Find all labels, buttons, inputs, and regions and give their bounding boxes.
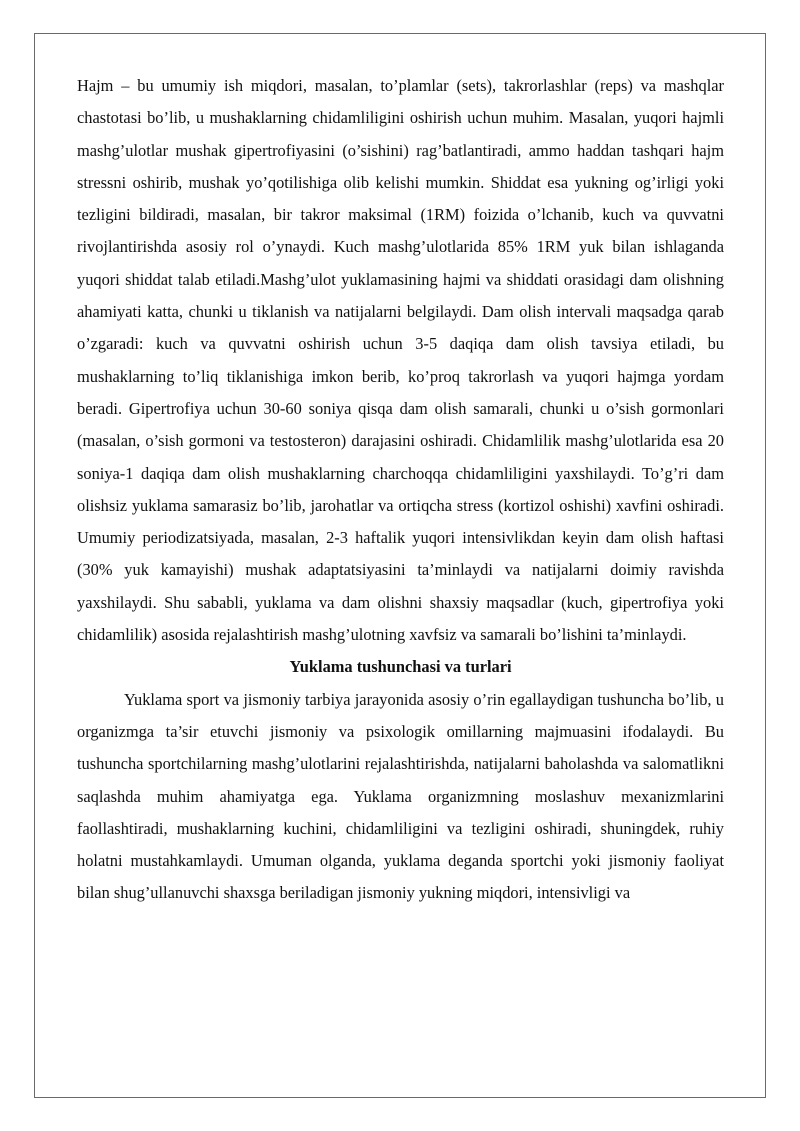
paragraph-load-concept: Yuklama sport va jismoniy tarbiya jarayonida asosiy o’rin egallaydigan tushuncha bo’lib, u organizmga ta’sir etuvchi jismoniy va psixologik omillarning majmuasini ifodalaydi. Bu tushuncha sportchilarning mashg’ulotlarini rejalashtirishda, natijalarni baholashda va salomatlikni saqlashda muhim ahamiyatga ega. Yuklama organizmning moslashuv mexanizmlarini faollashtiradi, mushaklarning kuchini, chidamliligini va tezligini oshiradi, shuningdek, ruhiy holatni mustahkamlaydi. Umuman olganda, yuklama deganda sportchi yoki jismoniy faoliyat bilan shug’ullanuvchi shaxsga beriladigan jismoniy yukning miqdori, intensivligi va bbox=[77, 689, 724, 903]
paragraph-volume-intensity-rest: Hajm – bu umumiy ish miqdori, masalan, to’plamlar (sets), takrorlashlar (reps) va mashqlar chastotasi bo’lib, u mushaklarning chidamliligini oshirish uchun muhim. Masalan, yuqori hajmli mashg’ulotlar mushak gipertrofiyasini (o’sishini) rag’batlantiradi, ammo haddan tashqari hajm stressni oshirib, mushak yo’qotilishiga olib kelishi mumkin. Shiddat esa yukning og’irligi yoki tezligini bildiradi, masalan, bir takror maksimal (1RM) foizida o’lchanib, kuch va quvvatni rivojlantirishda asosiy rol o’ynaydi. Kuch mashg’ulotlarida 85% 1RM yuk bilan ishlaganda yuqori shiddat talab etiladi.Mashg’ulot yuklamasining hajmi va shiddati orasidagi dam olishning ahamiyati katta, chunki u tiklanish va natijalarni belgilaydi. Dam olish intervali maqsadga qarab o’zgaradi: kuch va quvvatni oshirish uchun 3-5 daqiqa dam olish tavsiya etiladi, bu mushaklarning to’liq tiklanishiga imkon berib, ko’proq takrorlash va yuqori hajmga yordam beradi. Gipertrofiya uchun 30-60 soniya qisqa dam olish samarali, chunki u o’sish gormonlari (masalan, o’sish gormoni va testosteron) darajasini oshiradi. Chidamlilik mashg’ulotlarida esa 20 soniya-1 daqiqa dam olish mushaklarning charchoqqa chidamliligini yaxshilaydi. To’g’ri dam olishsiz yuklama samarasiz bo’lib, jarohatlar va ortiqcha stress (kortizol oshishi) xavfini oshiradi. Umumiy periodizatsiyada, masalan, 2-3 haftalik yuqori intensivlikdan keyin dam olish haftasi (30% yuk kamayishi) mushak adaptatsiyasini ta’minlaydi va natijalarni doimiy ravishda yaxshilaydi. Shu sababli, yuklama va dam olishni shaxsiy maqsadlar (kuch, gipertrofiya yoki chidamlilik) asosida rejalashtirish mashg’ulotning xavfsiz va samarali bo’lishini ta’minlaydi. bbox=[77, 76, 724, 645]
document-body bbox=[77, 70, 724, 910]
section-heading: Yuklama tushunchasi va turlari bbox=[289, 657, 512, 677]
